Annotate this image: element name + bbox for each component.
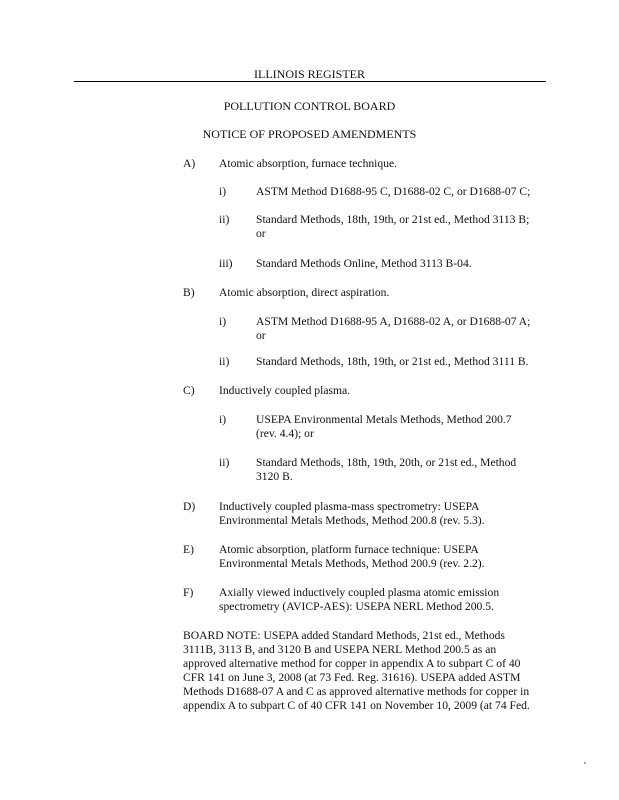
sub-text-a-ii-line2: or xyxy=(256,227,266,240)
board-note-line: approved alternative method for copper in appendix A to subpart C of 40 xyxy=(183,657,521,670)
sub-label-c-ii: ii) xyxy=(219,456,230,469)
register-title: ILLINOIS REGISTER xyxy=(254,67,365,81)
item-label-e: E) xyxy=(183,543,194,556)
sub-text-a-i: ASTM Method D1688-95 C, D1688-02 C, or D1688-07 C; xyxy=(256,185,531,198)
sub-text-c-ii-line1: Standard Methods, 18th, 19th, 20th, or 21st ed., Method xyxy=(256,456,517,469)
item-text-a: Atomic absorption, furnace technique. xyxy=(219,157,398,170)
sub-text-b-ii: Standard Methods, 18th, 19th, or 21st ed., Method 3111 B. xyxy=(256,355,529,368)
item-label-f: F) xyxy=(183,586,194,599)
item-text-f-line1: Axially viewed inductively coupled plasma atomic emission xyxy=(219,586,500,599)
sub-label-a-ii: ii) xyxy=(219,213,230,226)
board-note-line: 3111B, 3113 B, and 3120 B and USEPA NERL Method 200.5 as an xyxy=(183,643,497,656)
board-title: POLLUTION CONTROL BOARD xyxy=(223,99,396,113)
sub-text-a-iii: Standard Methods Online, Method 3113 B-04. xyxy=(256,257,472,270)
board-note xyxy=(183,629,548,713)
item-label-a: A) xyxy=(183,157,196,170)
board-note-line: Methods D1688-07 A and C as approved alternative methods for copper in xyxy=(183,685,530,698)
item-label-d: D) xyxy=(183,500,196,513)
sub-label-a-i: i) xyxy=(219,185,227,198)
item-text-d-line2: Environmental Metals Methods, Method 200.8 (rev. 5.3). xyxy=(219,514,485,527)
notice-title: NOTICE OF PROPOSED AMENDMENTS xyxy=(202,127,417,141)
item-text-b: Atomic absorption, direct aspiration. xyxy=(219,286,390,299)
sub-text-c-i-line1: USEPA Environmental Metals Methods, Method 200.7 xyxy=(256,413,512,426)
sub-label-c-i: i) xyxy=(219,413,227,426)
sub-text-c-ii-line2: 3120 B. xyxy=(256,470,293,483)
board-note-line: appendix A to subpart C of 40 CFR 141 on November 10, 2009 (at 74 Fed. xyxy=(183,699,530,712)
item-text-d-line1: Inductively coupled plasma-mass spectrometry: USEPA xyxy=(219,500,480,513)
item-label-c: C) xyxy=(183,384,195,397)
item-text-e-line2: Environmental Metals Methods, Method 200.9 (rev. 2.2). xyxy=(219,557,485,570)
sub-text-b-i-line1: ASTM Method D1688-95 A, D1688-02 A, or D1688-07 A; xyxy=(256,315,531,328)
scan-speck xyxy=(584,762,586,764)
sub-text-a-ii-line1: Standard Methods, 18th, 19th, or 21st ed., Method 3113 B; xyxy=(256,213,530,226)
sub-label-b-ii: ii) xyxy=(219,355,230,368)
item-text-c: Inductively coupled plasma. xyxy=(219,384,351,397)
board-note-line: BOARD NOTE: USEPA added Standard Methods, 21st ed., Methods xyxy=(183,629,505,642)
header-rule xyxy=(74,81,546,82)
sub-label-b-i: i) xyxy=(219,315,227,328)
item-text-e-line1: Atomic absorption, platform furnace technique: USEPA xyxy=(219,543,479,556)
item-label-b: B) xyxy=(183,286,195,299)
board-note-line: CFR 141 on June 3, 2008 (at 73 Fed. Reg. 31616). USEPA added ASTM xyxy=(183,671,521,684)
sub-label-a-iii: iii) xyxy=(219,257,233,270)
sub-text-b-i-line2: or xyxy=(256,329,266,342)
sub-text-c-i-line2: (rev. 4.4); or xyxy=(256,427,314,440)
item-text-f-line2: spectrometry (AVICP-AES): USEPA NERL Method 200.5. xyxy=(219,600,494,613)
